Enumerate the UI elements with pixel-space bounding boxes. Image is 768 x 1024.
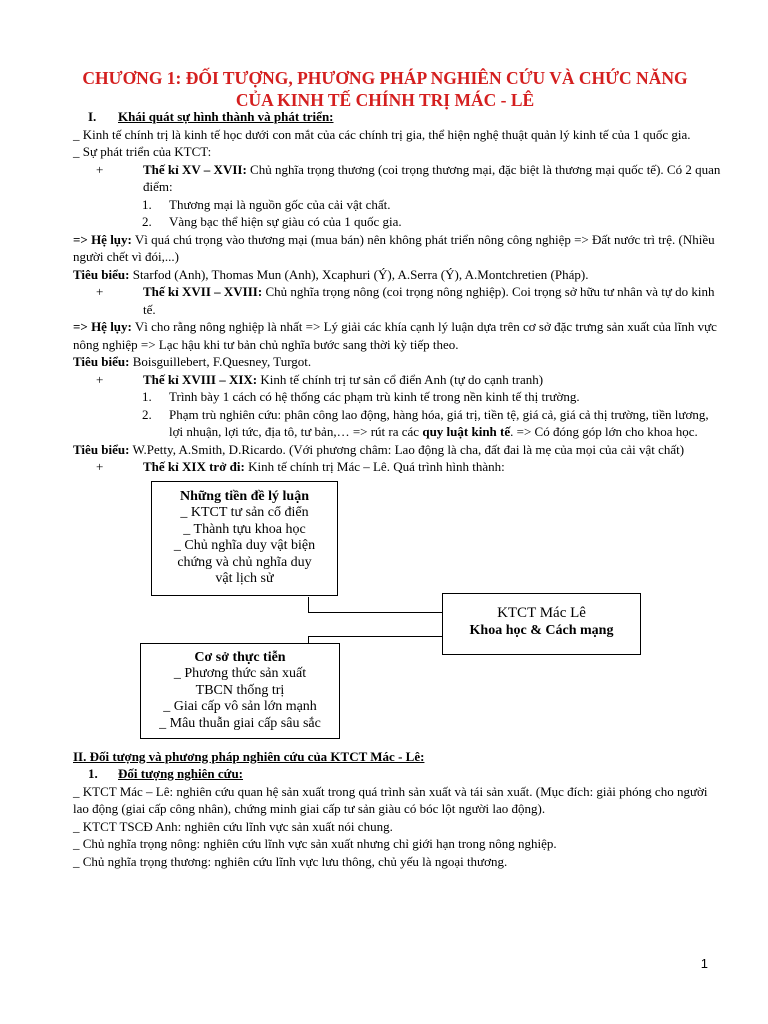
list-number: 1.: [142, 196, 152, 212]
bullet-plus: +: [96, 459, 104, 474]
box-heading: Cơ sở thực tiễn: [194, 649, 286, 665]
research-object-line: _ KTCT Mác – Lê: nghiên cứu quan hệ sản xuất trong quá trình sản xuất và tái sản xuất. (Mục đích: giải phóng cho người lao động (giai cấp công nhân), chứng minh giai cấp tư sản giàu có bóc lột người lao động).: [73, 783, 708, 816]
representatives-label: Tiêu biểu:: [73, 354, 130, 369]
consequence-text: Vì cho rằng nông nghiệp là nhất => Lý giải các khía cạnh lý luận dựa trên cơ sở đặc trưng sản xuất của lĩnh vực nông nghiệp => Lạc hậu khi tư bản chủ nghĩa bước sang thời kỳ tiếp theo.: [73, 319, 717, 352]
list-number: 2.: [142, 214, 152, 229]
section-2-heading: II. Đối tượng và phương pháp nghiên cứu của KTCT Mác - Lê:: [73, 748, 425, 764]
consequence-label: => Hệ lụy:: [73, 319, 132, 334]
era-1-point-2: [73, 213, 721, 231]
section-2-subheading: [73, 765, 721, 783]
paragraph-development: _ Sự phát triển của KTCT:: [73, 144, 212, 159]
box-item: _ Thành tựu khoa học: [183, 521, 306, 537]
connector-line-top-stub: [308, 597, 309, 613]
list-text: Vàng bạc thể hiện sự giàu có của 1 quốc gia.: [169, 214, 402, 229]
box-marxist-economics: [442, 593, 641, 655]
era-1-representatives: [73, 266, 721, 284]
section-1-title: Khái quát sự hình thành và phát triển:: [118, 109, 334, 124]
era-2-item: [73, 283, 721, 318]
list-number: 2.: [142, 406, 152, 422]
era-4-item: [73, 458, 721, 476]
era-3-representatives: [73, 441, 721, 459]
era-2-name: Thế kỉ XVII – XVIII:: [143, 284, 263, 299]
formation-diagram: [73, 476, 721, 748]
subsection-title: Đối tượng nghiên cứu:: [118, 766, 244, 781]
section-1-number: I.: [88, 109, 97, 124]
research-object-line: _ KTCT TSCĐ Anh: nghiên cứu lĩnh vực sản xuất nói chung.: [73, 818, 393, 834]
consequence-text: Vì quá chú trọng vào thương mại (mua bán) nên không phát triển nông công nghiệp => Đất nước trì trệ. (Nhiều người chết vì đói,...): [73, 231, 715, 264]
box-item: TBCN thống trị: [195, 682, 285, 698]
box-theoretical-premises: [151, 481, 338, 596]
era-1-desc: Chủ nghĩa trọng thương (coi trọng thương mại, đặc biệt là thương mại quốc tế). Có 2 quan điểm:: [143, 161, 721, 194]
box-item: _ KTCT tư sản cổ điển: [180, 505, 309, 520]
economic-laws-term: quy luật kinh tế: [422, 424, 511, 439]
research-object-line: _ Chủ nghĩa trọng nông: nghiên cứu lĩnh vực sản xuất nhưng chỉ giới hạn trong nông nghiệp.: [73, 836, 557, 851]
list-text: Thương mại là nguồn gốc của cải vật chất.: [169, 196, 391, 212]
box-heading: Những tiền đề lý luận: [180, 488, 309, 504]
chapter-title-line-1: CHƯƠNG 1: ĐỐI TƯỢNG, PHƯƠNG PHÁP NGHIÊN CỨU VÀ CHỨC NĂNG: [82, 68, 688, 88]
connector-line-top: [308, 612, 443, 613]
era-3-desc: Kinh tế chính trị tư sản cổ điển Anh (tự do cạnh tranh): [257, 371, 544, 387]
representatives-label: Tiêu biểu:: [73, 441, 130, 457]
era-2-desc: Chủ nghĩa trọng nông (coi trọng nông nghiệp). Coi trọng sở hữu tư nhân và tự do kinh tế.: [143, 284, 715, 317]
era-1-item: [73, 161, 721, 196]
bullet-plus: +: [96, 161, 104, 177]
era-1-consequence: [73, 231, 721, 266]
consequence-label: => Hệ lụy:: [73, 231, 132, 247]
paragraph-definition: _ Kinh tế chính trị là kinh tế học dưới con mắt của các chính trị gia, thể hiện nghệ thuật quản lý kinh tế của 1 quốc gia.: [73, 126, 691, 142]
list-text-end: . => Có đóng góp lớn cho khoa học.: [510, 424, 698, 439]
bullet-plus: +: [96, 371, 104, 387]
bullet-plus: +: [96, 284, 104, 299]
box-practical-basis: [140, 643, 340, 739]
chapter-title-line-2: CỦA KINH TẾ CHÍNH TRỊ MÁC - LÊ: [235, 90, 535, 110]
representatives-text: Starfod (Anh), Thomas Mun (Anh), Xcaphuri (Ý), A.Serra (Ý), A.Montchretien (Pháp).: [129, 266, 589, 282]
page-number: 1: [700, 955, 708, 971]
era-3-point-2: [73, 406, 721, 441]
list-number: 1.: [142, 389, 152, 404]
representatives-text: W.Petty, A.Smith, D.Ricardo. (Với phương châm: Lao động là cha, đất đai là mẹ của mọi của cải vật chất): [129, 441, 685, 457]
era-4-name: Thế kỉ XIX trở đi:: [143, 459, 245, 474]
box-item: chứng và chủ nghĩa duy: [177, 554, 312, 570]
research-object-line: _ Chủ nghĩa trọng thương: nghiên cứu lĩnh vực lưu thông, chủ yếu là ngoại thương.: [73, 853, 508, 869]
era-3-point-1: [73, 388, 721, 406]
box-item: _ Giai cấp vô sản lớn mạnh: [163, 699, 317, 714]
section-1-heading: [73, 108, 721, 126]
era-2-consequence: [73, 318, 721, 353]
representatives-text: Boisguillebert, F.Quesney, Turgot.: [129, 354, 312, 369]
subsection-number: 1.: [88, 766, 98, 781]
era-3-name: Thế kỉ XVIII – XIX:: [143, 371, 258, 387]
box-heading: KTCT Mác Lê: [497, 604, 586, 621]
box-subheading: Khoa học & Cách mạng: [469, 623, 614, 638]
era-3-item: [73, 371, 721, 389]
representatives-label: Tiêu biểu:: [73, 266, 130, 282]
box-item: _ Chủ nghĩa duy vật biện: [173, 538, 316, 553]
era-1-point-1: [73, 196, 721, 214]
era-4-desc: Kinh tế chính trị Mác – Lê. Quá trình hình thành:: [244, 459, 505, 474]
box-item: _ Phương thức sản xuất: [173, 666, 307, 681]
box-item: _ Mâu thuẫn giai cấp sâu sắc: [159, 715, 321, 731]
list-text: Trình bày 1 cách có hệ thống các phạm trù kinh tế trong nền kinh tế thị trường.: [169, 389, 580, 404]
document-body: [73, 108, 721, 870]
chapter-title: [70, 67, 700, 111]
list-text: Phạm trù nghiên cứu: phân công lao động, hàng hóa, giá trị, tiền tệ, giá cả, giá cả thị trường, tiền lương, lợi nhuận, lợi tức, địa tô, tư bản,… => rút ra các: [169, 406, 709, 439]
box-item: vật lịch sử: [215, 571, 274, 586]
era-2-representatives: [73, 353, 721, 371]
era-1-name: Thế kỉ XV – XVII:: [143, 161, 247, 177]
connector-line-bottom: [308, 636, 443, 637]
